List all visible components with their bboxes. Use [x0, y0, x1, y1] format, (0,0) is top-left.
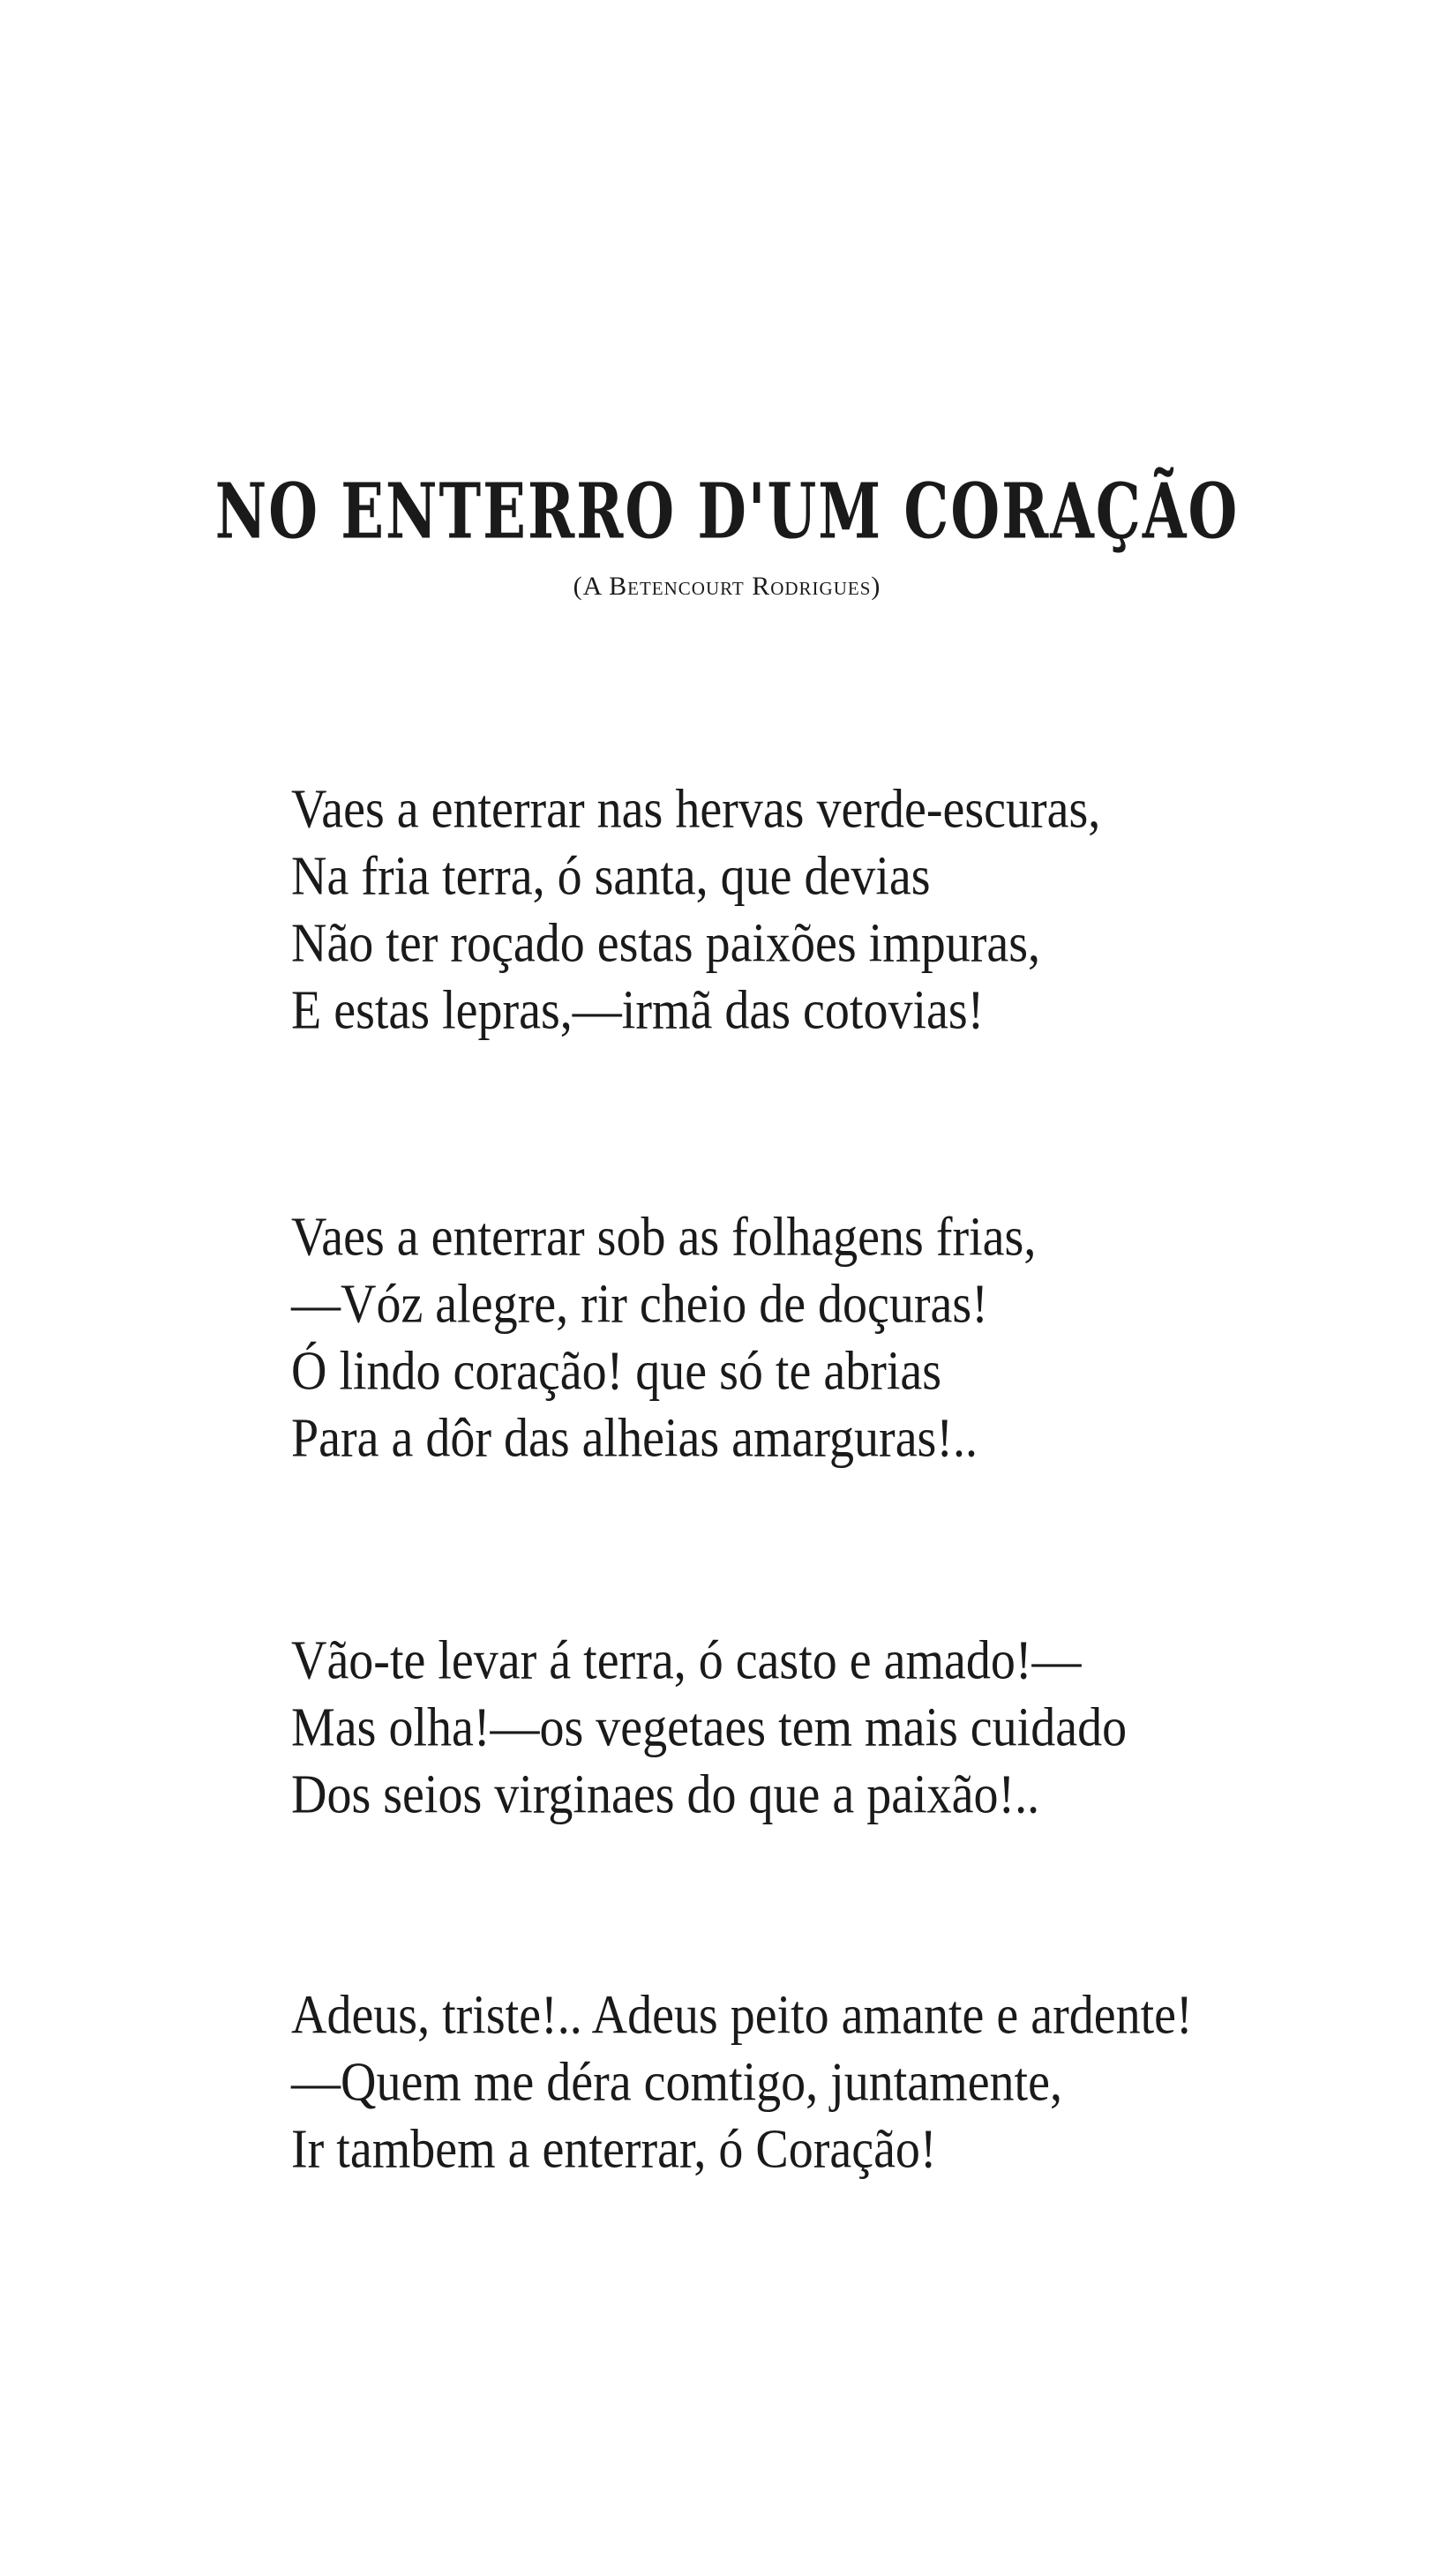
- verse-line: Na fria terra, ó santa, que devias: [291, 845, 931, 908]
- stanza-3: [291, 1623, 1385, 1824]
- verse-line: —Quem me déra comtigo, juntamente,: [291, 2051, 1062, 2114]
- verse-line: Não ter roçado estas paixões impuras,: [291, 912, 1041, 975]
- stanza-4: [291, 1978, 1385, 2179]
- verse-line: Ir tambem a enterrar, ó Coração!: [291, 2118, 937, 2181]
- verse-line: E estas lepras,—irmã das cotovias!: [291, 979, 985, 1042]
- verse-line: Vão-te levar á terra, ó casto e amado!—: [291, 1629, 1082, 1692]
- verse-line: Para a dôr das alheias amarguras!..: [291, 1407, 978, 1470]
- verse-line: Mas olha!—os vegetaes tem mais cuidado: [291, 1696, 1128, 1759]
- stanza-1: [291, 772, 1385, 1040]
- verse-line: Vaes a enterrar nas hervas verde-escuras,: [291, 778, 1101, 841]
- verse-line: Vaes a enterrar sob as folhagens frias,: [291, 1206, 1037, 1269]
- poem-title: NO ENTERRO D'UM CORAÇÃO: [214, 468, 1240, 558]
- poem-dedication: (A Betencourt Rodrigues): [573, 572, 881, 601]
- verse-line: Adeus, triste!.. Adeus peito amante e ardente!: [291, 1984, 1193, 2047]
- verse-line: —Vóz alegre, rir cheio de doçuras!: [291, 1273, 988, 1336]
- verse-line: Ó lindo coração! que só te abrias: [291, 1340, 942, 1403]
- stanza-2: [291, 1200, 1385, 1468]
- verse-line: Dos seios virginaes do que a paixão!..: [291, 1764, 1040, 1826]
